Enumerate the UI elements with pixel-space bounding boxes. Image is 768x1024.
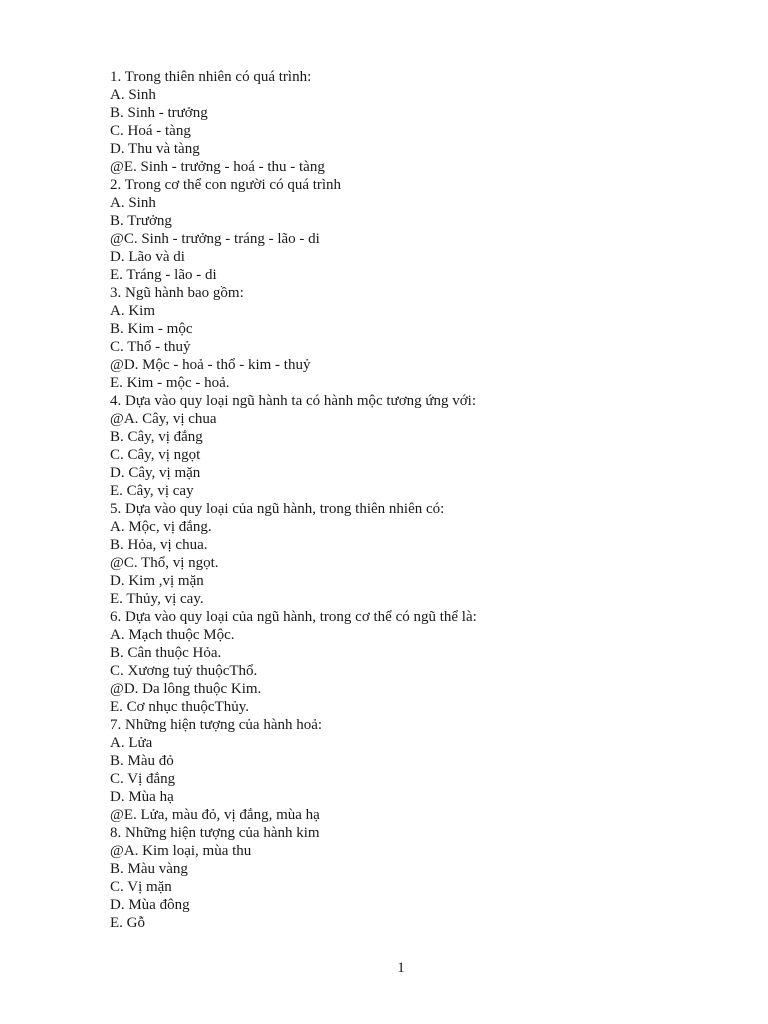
- answer-option: B. Cây, vị đắng: [110, 429, 203, 445]
- correct-answer-option: @E. Lửa, màu đỏ, vị đắng, mùa hạ: [110, 807, 320, 823]
- question-text: 4. Dựa vào quy loại ngũ hành ta có hành mộc tương ứng với:: [110, 393, 477, 409]
- answer-option: B. Kim - mộc: [110, 321, 193, 337]
- correct-answer-option: @A. Kim loại, mùa thu: [110, 843, 252, 859]
- question-text: 3. Ngũ hành bao gồm:: [110, 285, 244, 301]
- correct-answer-option: @A. Cây, vị chua: [110, 411, 217, 427]
- answer-option: A. Sinh: [110, 87, 156, 103]
- answer-option: C. Xương tuỷ thuộcThổ.: [110, 663, 258, 679]
- question-text: 8. Những hiện tượng của hành kim: [110, 825, 320, 841]
- answer-option: D. Mùa hạ: [110, 789, 174, 805]
- answer-option: C. Cây, vị ngọt: [110, 447, 201, 463]
- answer-option: D. Kim ,vị mặn: [110, 573, 204, 589]
- answer-option: C. Vị mặn: [110, 879, 172, 895]
- answer-option: D. Lão và di: [110, 249, 185, 265]
- answer-option: E. Kim - mộc - hoả.: [110, 375, 230, 391]
- correct-answer-option: @C. Sinh - trưởng - tráng - lão - di: [110, 231, 320, 247]
- answer-option: C. Vị đắng: [110, 771, 176, 787]
- answer-option: E. Cơ nhục thuộcThủy.: [110, 699, 250, 715]
- page-number: 1: [397, 960, 405, 976]
- question-text: 7. Những hiện tượng của hành hoả:: [110, 717, 323, 733]
- answer-option: B. Màu vàng: [110, 861, 188, 877]
- question-text: 6. Dựa vào quy loại của ngũ hành, trong cơ thể có ngũ thể là:: [110, 609, 477, 625]
- answer-option: E. Tráng - lão - di: [110, 267, 217, 283]
- answer-option: B. Hỏa, vị chua.: [110, 537, 208, 553]
- answer-option: A. Lửa: [110, 735, 153, 751]
- answer-option: C. Thổ - thuỷ: [110, 339, 191, 355]
- answer-option: B. Cân thuộc Hỏa.: [110, 645, 222, 661]
- answer-option: C. Hoá - tàng: [110, 123, 191, 139]
- answer-option: B. Sinh - trưởng: [110, 105, 208, 121]
- answer-option: A. Kim: [110, 303, 155, 319]
- answer-option: A. Mộc, vị đắng.: [110, 519, 212, 535]
- answer-option: E. Thủy, vị cay.: [110, 591, 204, 607]
- answer-option: D. Thu và tàng: [110, 141, 200, 157]
- question-list: [110, 68, 477, 932]
- correct-answer-option: @D. Mộc - hoả - thổ - kim - thuỷ: [110, 357, 311, 373]
- question-text: 2. Trong cơ thể con người có quá trình: [110, 177, 342, 193]
- answer-option: E. Gỗ: [110, 915, 145, 931]
- answer-option: B. Màu đỏ: [110, 753, 174, 769]
- answer-option: B. Trưởng: [110, 213, 172, 229]
- answer-option: E. Cây, vị cay: [110, 483, 194, 499]
- question-text: 1. Trong thiên nhiên có quá trình:: [110, 69, 312, 85]
- question-text: 5. Dựa vào quy loại của ngũ hành, trong thiên nhiên có:: [110, 501, 445, 517]
- correct-answer-option: @D. Da lông thuộc Kim.: [110, 681, 262, 697]
- answer-option: A. Sinh: [110, 195, 156, 211]
- answer-option: A. Mạch thuộc Mộc.: [110, 627, 235, 643]
- correct-answer-option: @C. Thổ, vị ngọt.: [110, 555, 219, 571]
- answer-option: D. Mùa đông: [110, 897, 190, 913]
- answer-option: D. Cây, vị mặn: [110, 465, 201, 481]
- correct-answer-option: @E. Sinh - trưởng - hoá - thu - tàng: [110, 159, 325, 175]
